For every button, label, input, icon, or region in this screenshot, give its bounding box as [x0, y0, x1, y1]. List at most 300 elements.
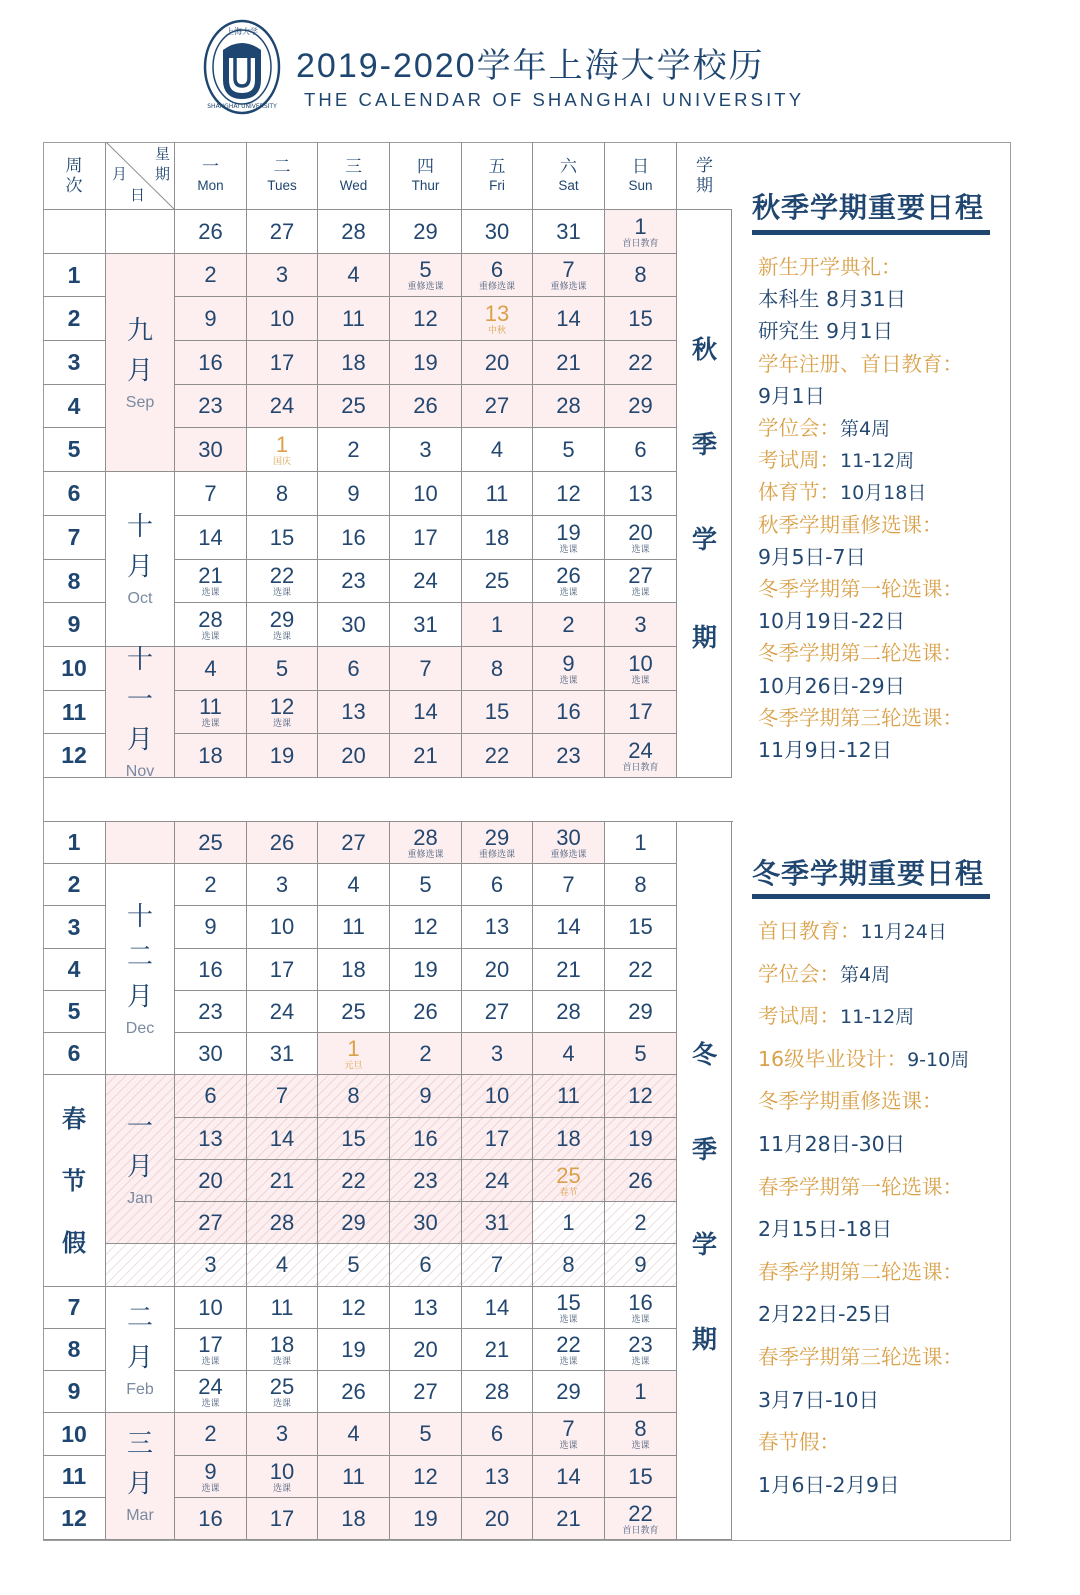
- day-cell[interactable]: [605, 385, 677, 428]
- day-number: 27: [269, 218, 295, 244]
- day-cell[interactable]: [605, 1075, 677, 1118]
- day-cell[interactable]: [175, 906, 247, 949]
- day-cell[interactable]: [175, 428, 247, 472]
- day-cell[interactable]: [462, 1244, 533, 1287]
- day-cell[interactable]: [318, 1033, 390, 1075]
- day-number: 26: [628, 1167, 653, 1193]
- month-cn: 九: [126, 315, 153, 346]
- day-cell[interactable]: [605, 1202, 677, 1244]
- day-cell[interactable]: [318, 822, 390, 864]
- day-cell[interactable]: [247, 603, 318, 647]
- day-cell[interactable]: [175, 949, 247, 991]
- day-cell[interactable]: [533, 647, 605, 691]
- day-cell[interactable]: [462, 516, 533, 560]
- day-cell[interactable]: [390, 1075, 462, 1118]
- day-cell[interactable]: [533, 691, 605, 734]
- day-number: 2: [204, 1421, 217, 1446]
- week-number: 11: [61, 1463, 87, 1489]
- day-cell[interactable]: [533, 341, 605, 385]
- schedule-key: 学年注册、首日教育：: [758, 352, 963, 376]
- day-cell[interactable]: [462, 341, 533, 385]
- day-cell[interactable]: [318, 516, 390, 560]
- day-cell[interactable]: [390, 1244, 462, 1287]
- day-cell[interactable]: [390, 472, 462, 516]
- diag-label: 期: [154, 165, 170, 183]
- day-cell[interactable]: [533, 734, 605, 778]
- day-cell[interactable]: [318, 560, 390, 603]
- day-cell[interactable]: [318, 1498, 390, 1540]
- day-cell[interactable]: [390, 864, 462, 906]
- day-cell[interactable]: [605, 991, 677, 1033]
- day-cell[interactable]: [175, 210, 247, 254]
- day-cell[interactable]: [318, 691, 390, 734]
- day-cell[interactable]: [533, 949, 605, 991]
- day-cell[interactable]: [462, 949, 533, 991]
- day-number: 22: [628, 1500, 653, 1526]
- day-number: 26: [556, 563, 581, 588]
- day-cell[interactable]: [175, 1202, 247, 1244]
- holiday-char: 假: [62, 1228, 86, 1257]
- day-cell[interactable]: [390, 1498, 462, 1540]
- day-cell[interactable]: [533, 603, 605, 647]
- day-cell[interactable]: [533, 560, 605, 603]
- day-number: 23: [628, 1331, 653, 1357]
- day-cell[interactable]: [175, 472, 247, 516]
- day-cell[interactable]: [462, 254, 533, 297]
- winter-panel-underline: [752, 894, 990, 899]
- day-cell[interactable]: [462, 822, 533, 864]
- day-number: 10: [269, 1458, 295, 1484]
- day-number: 14: [556, 305, 581, 331]
- day-number: 27: [198, 1209, 223, 1235]
- schedule-value: 1月6日-2月9日: [758, 1473, 900, 1497]
- day-cell[interactable]: [175, 516, 247, 560]
- day-cell[interactable]: [318, 210, 390, 254]
- day-cell[interactable]: [318, 428, 390, 472]
- schedule-line: [758, 572, 963, 602]
- day-cell[interactable]: [247, 949, 318, 991]
- day-cell[interactable]: [175, 297, 247, 341]
- day-cell[interactable]: [462, 1160, 533, 1202]
- day-cell[interactable]: [390, 1118, 462, 1160]
- day-number: 11: [342, 1463, 365, 1489]
- day-cell[interactable]: [605, 516, 677, 560]
- day-cell[interactable]: [247, 254, 318, 297]
- day-number: 10: [628, 650, 653, 676]
- day-cell[interactable]: [462, 1202, 533, 1244]
- day-cell[interactable]: [533, 254, 605, 297]
- week-number: 5: [67, 998, 81, 1024]
- day-cell[interactable]: [390, 1287, 462, 1329]
- month-en: Feb: [126, 1380, 154, 1398]
- day-cell[interactable]: [605, 1371, 677, 1413]
- day-number: 24: [484, 1167, 510, 1193]
- day-cell[interactable]: [175, 1033, 247, 1075]
- day-number: 11: [270, 1294, 294, 1320]
- month-cell: [106, 822, 175, 864]
- day-cell[interactable]: [605, 254, 677, 297]
- schedule-key: 考试周：: [758, 448, 840, 472]
- day-cell[interactable]: [318, 603, 390, 647]
- day-cell[interactable]: [175, 603, 247, 647]
- day-cell[interactable]: [533, 1413, 605, 1456]
- day-cell[interactable]: [318, 1244, 390, 1287]
- month-cell: [106, 1244, 175, 1287]
- schedule-line: [758, 604, 905, 634]
- day-cell[interactable]: [175, 822, 247, 864]
- weekday-header-sun: [605, 142, 677, 210]
- day-number: 16: [628, 1289, 653, 1315]
- day-cell[interactable]: [605, 691, 677, 734]
- day-cell[interactable]: [390, 1160, 462, 1202]
- day-cell[interactable]: [605, 1033, 677, 1075]
- day-cell[interactable]: [605, 1456, 677, 1498]
- schedule-value: 11-12周: [840, 1006, 915, 1028]
- day-cell[interactable]: [318, 864, 390, 906]
- day-number: 6: [490, 257, 504, 282]
- week-number-cell: [43, 1329, 106, 1371]
- week-number: 10: [61, 655, 87, 681]
- month-day-diagonal-header: [106, 142, 175, 210]
- day-cell[interactable]: [318, 1202, 390, 1244]
- day-cell[interactable]: [318, 472, 390, 516]
- week-number: 7: [67, 1294, 81, 1320]
- schedule-value: 11月9日-12日: [758, 738, 893, 762]
- day-cell[interactable]: [462, 1413, 533, 1456]
- day-cell[interactable]: [318, 1371, 390, 1413]
- day-note: 元旦: [344, 1060, 363, 1071]
- day-note: 中秋: [487, 325, 506, 336]
- day-cell[interactable]: [462, 864, 533, 906]
- day-cell[interactable]: [318, 734, 390, 778]
- day-cell[interactable]: [175, 1371, 247, 1413]
- day-number: 28: [341, 218, 366, 244]
- day-cell[interactable]: [533, 1075, 605, 1118]
- day-number: 31: [484, 1209, 510, 1235]
- day-cell[interactable]: [175, 385, 247, 428]
- day-cell[interactable]: [605, 949, 677, 991]
- day-cell[interactable]: [605, 1160, 677, 1202]
- day-number: 21: [198, 563, 223, 588]
- day-cell[interactable]: [247, 1244, 318, 1287]
- day-cell[interactable]: [462, 1498, 533, 1540]
- day-cell[interactable]: [175, 647, 247, 691]
- diag-label: 日: [130, 186, 146, 204]
- day-cell[interactable]: [533, 906, 605, 949]
- day-cell[interactable]: [175, 560, 247, 603]
- day-number: 8: [634, 871, 647, 897]
- day-cell[interactable]: [390, 691, 462, 734]
- day-cell[interactable]: [533, 472, 605, 516]
- day-cell[interactable]: [390, 1033, 462, 1075]
- day-cell[interactable]: [462, 297, 533, 341]
- day-cell[interactable]: [462, 1329, 533, 1371]
- weekday-cn: 日: [632, 156, 649, 177]
- day-cell[interactable]: [175, 1498, 247, 1540]
- week-number: 9: [67, 1378, 81, 1404]
- day-cell[interactable]: [605, 1498, 677, 1540]
- day-number: 13: [628, 480, 653, 506]
- day-cell[interactable]: [318, 1329, 390, 1371]
- day-cell[interactable]: [247, 1329, 318, 1371]
- day-cell[interactable]: [462, 560, 533, 603]
- day-cell[interactable]: [605, 603, 677, 647]
- day-cell[interactable]: [247, 906, 318, 949]
- day-cell[interactable]: [318, 385, 390, 428]
- day-cell[interactable]: [318, 906, 390, 949]
- day-cell[interactable]: [390, 1456, 462, 1498]
- day-cell[interactable]: [318, 1075, 390, 1118]
- day-cell[interactable]: [318, 1287, 390, 1329]
- day-cell[interactable]: [247, 385, 318, 428]
- schedule-line: [758, 1042, 969, 1072]
- day-cell[interactable]: [318, 1160, 390, 1202]
- week-number: 5: [67, 436, 81, 462]
- day-cell[interactable]: [533, 428, 605, 472]
- day-cell[interactable]: [390, 341, 462, 385]
- day-cell[interactable]: [533, 1033, 605, 1075]
- day-cell[interactable]: [247, 647, 318, 691]
- day-cell[interactable]: [318, 949, 390, 991]
- day-cell[interactable]: [605, 1329, 677, 1371]
- day-cell[interactable]: [390, 603, 462, 647]
- day-cell[interactable]: [247, 1160, 318, 1202]
- day-cell[interactable]: [390, 297, 462, 341]
- day-cell[interactable]: [462, 603, 533, 647]
- day-cell[interactable]: [318, 1413, 390, 1456]
- day-cell[interactable]: [247, 1498, 318, 1540]
- day-cell[interactable]: [247, 822, 318, 864]
- day-cell[interactable]: [462, 1033, 533, 1075]
- day-cell[interactable]: [175, 864, 247, 906]
- day-cell[interactable]: [605, 734, 677, 778]
- day-cell[interactable]: [462, 906, 533, 949]
- day-cell[interactable]: [318, 297, 390, 341]
- day-cell[interactable]: [247, 991, 318, 1033]
- day-cell[interactable]: [462, 1287, 533, 1329]
- day-cell[interactable]: [605, 1413, 677, 1456]
- day-number: 18: [269, 1331, 295, 1357]
- week-number-cell: [43, 1371, 106, 1413]
- day-cell[interactable]: [533, 991, 605, 1033]
- day-cell[interactable]: [533, 1244, 605, 1287]
- day-cell[interactable]: [175, 1075, 247, 1118]
- week-number: 1: [67, 829, 81, 855]
- day-cell[interactable]: [462, 1371, 533, 1413]
- day-cell[interactable]: [462, 1075, 533, 1118]
- day-cell[interactable]: [605, 428, 677, 472]
- day-cell[interactable]: [533, 1118, 605, 1160]
- day-number: 31: [269, 1040, 295, 1066]
- day-cell[interactable]: [533, 385, 605, 428]
- schedule-line: [758, 314, 893, 344]
- weekday-cn: 五: [488, 156, 506, 177]
- day-cell[interactable]: [247, 1033, 318, 1075]
- week-number: 9: [67, 611, 81, 637]
- day-cell[interactable]: [247, 341, 318, 385]
- day-note: 重修选课: [550, 282, 587, 292]
- day-cell[interactable]: [247, 1413, 318, 1456]
- day-cell[interactable]: [533, 1456, 605, 1498]
- day-cell[interactable]: [462, 1456, 533, 1498]
- day-number: 3: [275, 262, 289, 287]
- day-cell[interactable]: [175, 341, 247, 385]
- day-cell[interactable]: [390, 1329, 462, 1371]
- week-number: 4: [67, 392, 81, 419]
- day-cell[interactable]: [318, 1456, 390, 1498]
- day-cell[interactable]: [175, 1329, 247, 1371]
- day-number: 24: [198, 1373, 223, 1399]
- day-cell[interactable]: [605, 210, 677, 254]
- day-cell[interactable]: [533, 1287, 605, 1329]
- day-cell[interactable]: [175, 734, 247, 778]
- schedule-line: [758, 411, 890, 441]
- day-cell[interactable]: [175, 1413, 247, 1456]
- day-cell[interactable]: [390, 647, 462, 691]
- day-cell[interactable]: [462, 385, 533, 428]
- day-cell[interactable]: [605, 1118, 677, 1160]
- day-number: 11: [342, 914, 365, 939]
- day-cell[interactable]: [247, 1371, 318, 1413]
- day-cell[interactable]: [462, 1118, 533, 1160]
- day-note: 选课: [272, 1356, 291, 1367]
- day-note: 选课: [272, 588, 291, 598]
- day-cell[interactable]: [318, 991, 390, 1033]
- day-cell[interactable]: [247, 516, 318, 560]
- day-cell[interactable]: [533, 864, 605, 906]
- day-number: 12: [628, 1083, 653, 1108]
- day-cell[interactable]: [533, 297, 605, 341]
- day-cell[interactable]: [247, 210, 318, 254]
- day-cell[interactable]: [533, 516, 605, 560]
- day-cell[interactable]: [247, 297, 318, 341]
- day-cell[interactable]: [533, 1498, 605, 1540]
- day-cell[interactable]: [605, 906, 677, 949]
- day-cell[interactable]: [247, 1202, 318, 1244]
- day-cell[interactable]: [247, 691, 318, 734]
- day-number: 15: [484, 699, 510, 724]
- day-cell[interactable]: [390, 385, 462, 428]
- day-number: 13: [341, 699, 366, 724]
- day-number: 2: [634, 1209, 647, 1235]
- day-cell[interactable]: [533, 1160, 605, 1202]
- day-cell[interactable]: [390, 1202, 462, 1244]
- day-number: 29: [484, 824, 510, 850]
- day-cell[interactable]: [247, 428, 318, 472]
- weekday-cn: 三: [345, 156, 362, 177]
- day-cell[interactable]: [462, 428, 533, 472]
- day-cell[interactable]: [318, 1118, 390, 1160]
- day-cell[interactable]: [175, 991, 247, 1033]
- day-cell[interactable]: [390, 949, 462, 991]
- month-cell: [106, 1075, 175, 1244]
- day-cell[interactable]: [390, 210, 462, 254]
- day-cell[interactable]: [318, 647, 390, 691]
- day-cell[interactable]: [390, 906, 462, 949]
- day-cell[interactable]: [390, 254, 462, 297]
- day-cell[interactable]: [175, 1160, 247, 1202]
- day-cell[interactable]: [605, 341, 677, 385]
- day-number: 9: [204, 305, 217, 331]
- day-number: 27: [484, 998, 510, 1024]
- day-number: 30: [198, 436, 223, 462]
- day-cell[interactable]: [605, 864, 677, 906]
- day-cell[interactable]: [175, 691, 247, 734]
- day-note: 选课: [631, 675, 650, 686]
- week-number-cell: [43, 1413, 106, 1456]
- day-cell[interactable]: [175, 1118, 247, 1160]
- day-cell[interactable]: [533, 1371, 605, 1413]
- day-number: 27: [413, 1378, 438, 1404]
- day-cell[interactable]: [462, 472, 533, 516]
- day-cell[interactable]: [462, 210, 533, 254]
- day-cell[interactable]: [390, 1371, 462, 1413]
- day-cell[interactable]: [247, 1075, 318, 1118]
- week-number: 4: [67, 956, 81, 982]
- day-cell[interactable]: [175, 1244, 247, 1287]
- day-cell[interactable]: [605, 1287, 677, 1329]
- day-number: 1: [490, 611, 504, 637]
- week-number-cell: [43, 1456, 106, 1498]
- day-cell[interactable]: [175, 254, 247, 297]
- day-cell[interactable]: [390, 822, 462, 864]
- day-cell[interactable]: [390, 734, 462, 778]
- week-number-cell: [43, 1287, 106, 1329]
- day-cell[interactable]: [533, 210, 605, 254]
- day-cell[interactable]: [605, 560, 677, 603]
- day-cell[interactable]: [390, 428, 462, 472]
- day-cell[interactable]: [533, 822, 605, 864]
- day-cell[interactable]: [175, 1287, 247, 1329]
- day-cell[interactable]: [533, 1329, 605, 1371]
- day-cell[interactable]: [247, 560, 318, 603]
- day-cell[interactable]: [247, 1456, 318, 1498]
- day-number: 29: [413, 218, 438, 244]
- day-cell[interactable]: [605, 822, 677, 864]
- day-note: 重修选课: [550, 849, 587, 860]
- day-cell[interactable]: [318, 341, 390, 385]
- day-number: 21: [556, 1505, 581, 1531]
- day-number: 24: [413, 568, 438, 593]
- day-cell[interactable]: [247, 734, 318, 778]
- day-cell[interactable]: [605, 297, 677, 341]
- day-cell[interactable]: [462, 647, 533, 691]
- day-cell[interactable]: [390, 991, 462, 1033]
- day-cell[interactable]: [175, 1456, 247, 1498]
- day-cell[interactable]: [247, 1287, 318, 1329]
- day-cell[interactable]: [390, 1413, 462, 1456]
- day-cell[interactable]: [605, 647, 677, 691]
- day-cell[interactable]: [247, 472, 318, 516]
- day-cell[interactable]: [318, 254, 390, 297]
- day-number: 29: [269, 606, 295, 632]
- day-cell[interactable]: [605, 1244, 677, 1287]
- day-cell[interactable]: [390, 516, 462, 560]
- day-cell[interactable]: [462, 691, 533, 734]
- day-note: 选课: [272, 719, 291, 729]
- day-cell[interactable]: [605, 472, 677, 516]
- schedule-line: [758, 1170, 963, 1200]
- day-note: 选课: [631, 1314, 650, 1325]
- day-cell[interactable]: [247, 864, 318, 906]
- day-cell[interactable]: [462, 991, 533, 1033]
- day-cell[interactable]: [533, 1202, 605, 1244]
- day-cell[interactable]: [390, 560, 462, 603]
- day-cell[interactable]: [462, 734, 533, 778]
- day-number: 2: [204, 262, 217, 287]
- day-cell[interactable]: [247, 1118, 318, 1160]
- day-note: 选课: [201, 588, 220, 598]
